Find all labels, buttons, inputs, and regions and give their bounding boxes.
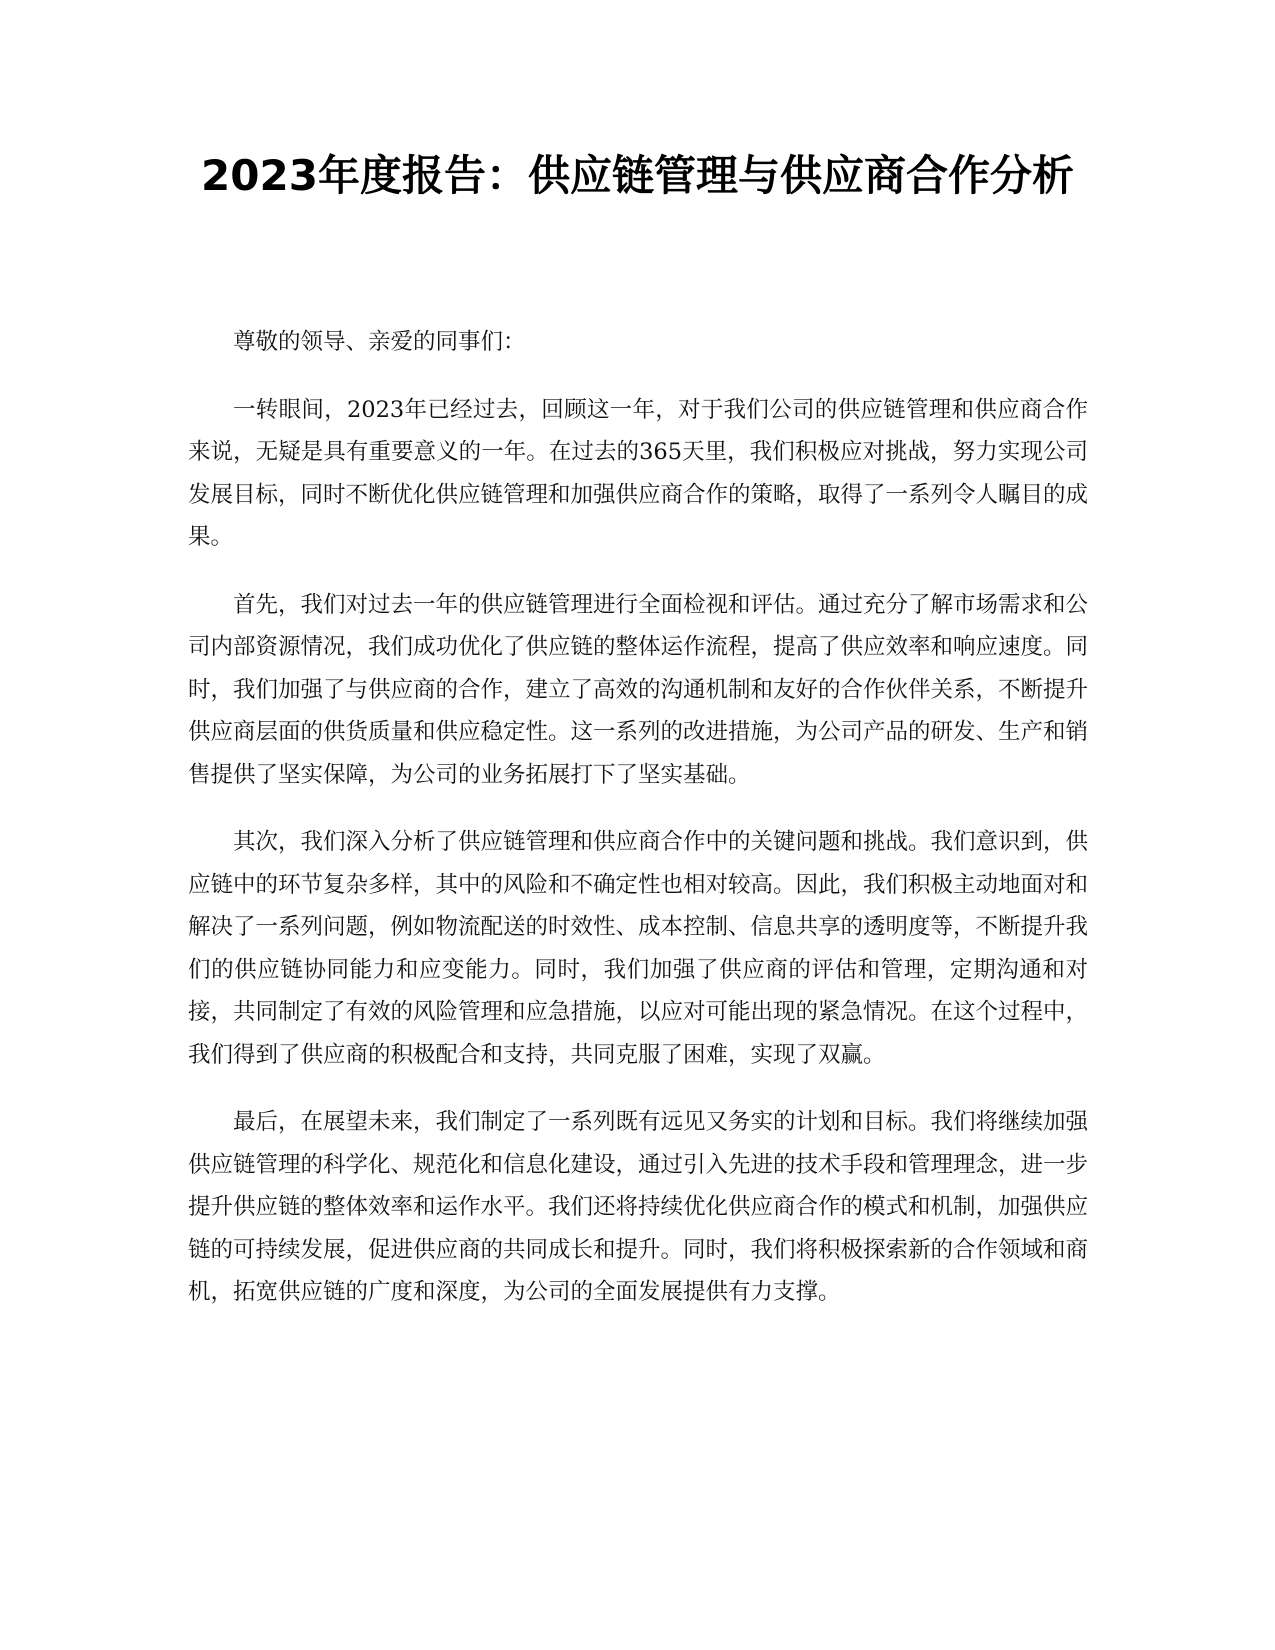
document-title: 2023年度报告：供应链管理与供应商合作分析 (201, 151, 1074, 200)
body-paragraph-first: 首先，我们对过去一年的供应链管理进行全面检视和评估。通过充分了解市场需求和公司内部资源情况，我们成功优化了供应链的整体运作流程，提高了供应效率和响应速度。同时，我们加强了与供应商的合作，建立了高效的沟通机制和友好的合作伙伴关系，不断提升供应商层面的供货质量和供应稳定性。这一系列的改进措施，为公司产品的研发、生产和销售提供了坚实保障，为公司的业务拓展打下了坚实基础。 (188, 591, 1089, 788)
body-paragraph-intro: 一转眼间，2023年已经过去，回顾这一年，对于我们公司的供应链管理和供应商合作来说，无疑是具有重要意义的一年。在过去的365天里，我们积极应对挑战，努力实现公司发展目标，同时不断优化供应链管理和加强供应商合作的策略，取得了一系列令人瞩目的成果。 (188, 396, 1089, 550)
salutation-paragraph: 尊敬的领导、亲爱的同事们： (233, 329, 526, 355)
body-paragraph-final: 最后，在展望未来，我们制定了一系列既有远见又务实的计划和目标。我们将继续加强供应链管理的科学化、规范化和信息化建设，通过引入先进的技术手段和管理理念，进一步提升供应链的整体效率和运作水平。我们还将持续优化供应商合作的模式和机制，加强供应链的可持续发展，促进供应商的共同成长和提升。同时，我们将积极探索新的合作领域和商机，拓宽供应链的广度和深度，为公司的全面发展提供有力支撑。 (188, 1109, 1089, 1305)
body-paragraph-second: 其次，我们深入分析了供应链管理和供应商合作中的关键问题和挑战。我们意识到，供应链中的环节复杂多样，其中的风险和不确定性也相对较高。因此，我们积极主动地面对和解决了一系列问题，例如物流配送的时效性、成本控制、信息共享的透明度等，不断提升我们的供应链协同能力和应变能力。同时，我们加强了供应商的评估和管理，定期沟通和对接，共同制定了有效的风险管理和应急措施，以应对可能出现的紧急情况。在这个过程中，我们得到了供应商的积极配合和支持，共同克服了困难，实现了双赢。 (188, 829, 1089, 1068)
document-body (188, 321, 1088, 1339)
